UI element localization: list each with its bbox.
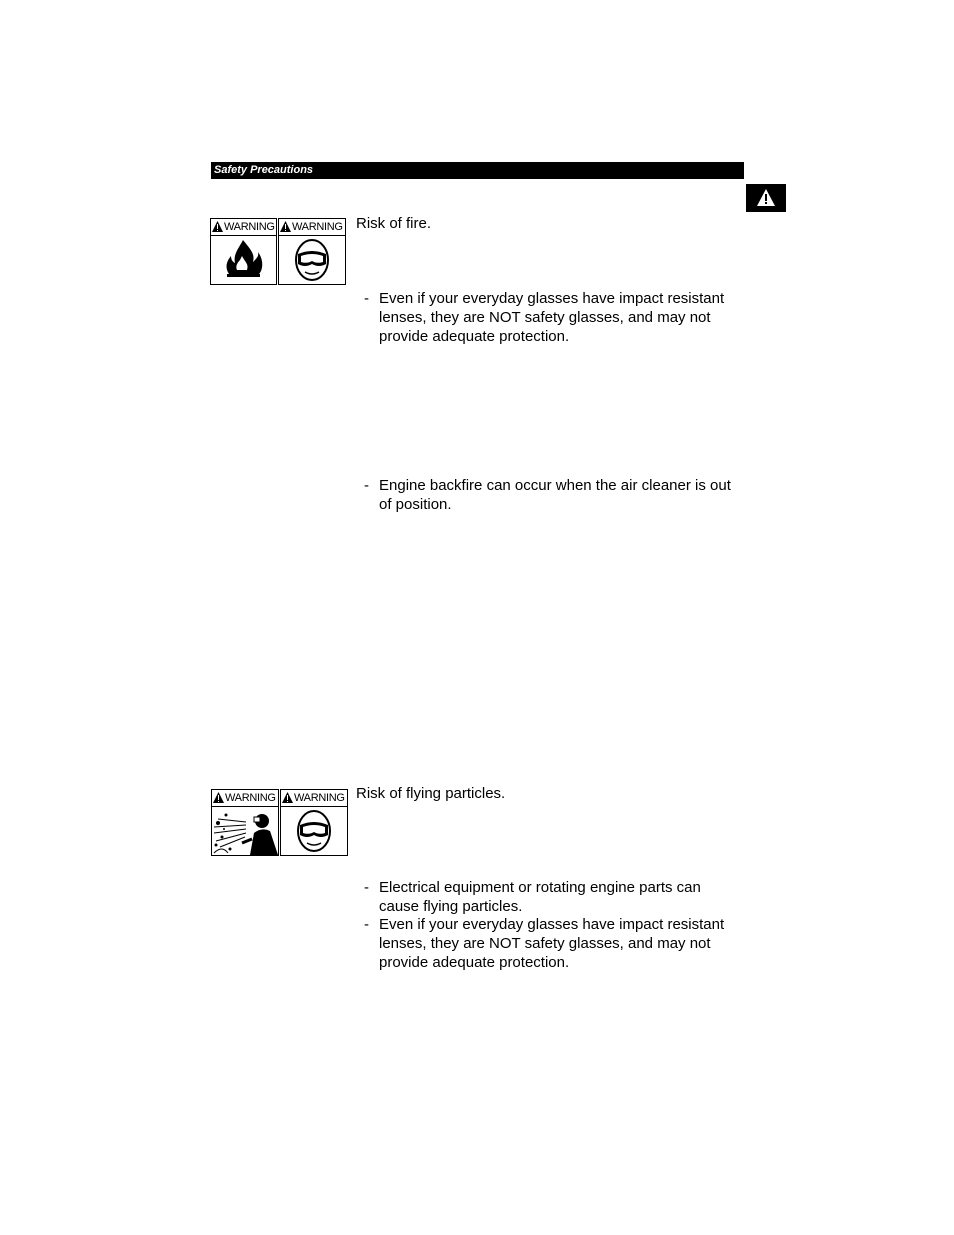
bullet-text: Even if your everyday glasses have impact resistant lenses, they are NOT safety glasses, and may not provide adequate protection. (379, 290, 725, 345)
warning-triangle-icon (757, 189, 775, 206)
bullet-text: Engine backfire can occur when the air cleaner is out of position. (379, 477, 731, 513)
bullet-dash: - (364, 916, 369, 933)
warning-label: WARNING (279, 219, 345, 236)
fire-risk-title: Risk of fire. (356, 215, 432, 232)
warning-triangle-icon (212, 221, 223, 232)
bullet-dash: - (364, 879, 369, 896)
warning-label: WARNING (281, 790, 347, 807)
section-header-title: Safety Precautions (214, 164, 314, 176)
warning-label: WARNING (212, 790, 278, 807)
warning-triangle-icon (280, 221, 291, 232)
side-tab (746, 184, 786, 212)
safety-goggles-icon (279, 236, 345, 284)
particles-warning-sign (211, 789, 279, 856)
warning-label: WARNING (211, 219, 276, 236)
bullet-dash: - (364, 290, 369, 307)
bullet-dash: - (364, 477, 369, 494)
bullet-text: Even if your everyday glasses have impact resistant lenses, they are NOT safety glasses, and may not provide adequate protection. (379, 916, 725, 971)
flying-particles-icon (212, 807, 278, 855)
warning-triangle-icon (282, 792, 293, 803)
goggles-warning-sign (278, 218, 346, 285)
goggles-warning-sign (280, 789, 348, 856)
section-header (211, 162, 744, 179)
particles-risk-title: Risk of flying particles. (356, 785, 506, 802)
warning-triangle-icon (213, 792, 224, 803)
fire-warning-sign (210, 218, 277, 285)
bullet-text: Electrical equipment or rotating engine parts can cause flying particles. (379, 879, 701, 915)
safety-goggles-icon (281, 807, 347, 855)
fire-icon (211, 236, 276, 284)
